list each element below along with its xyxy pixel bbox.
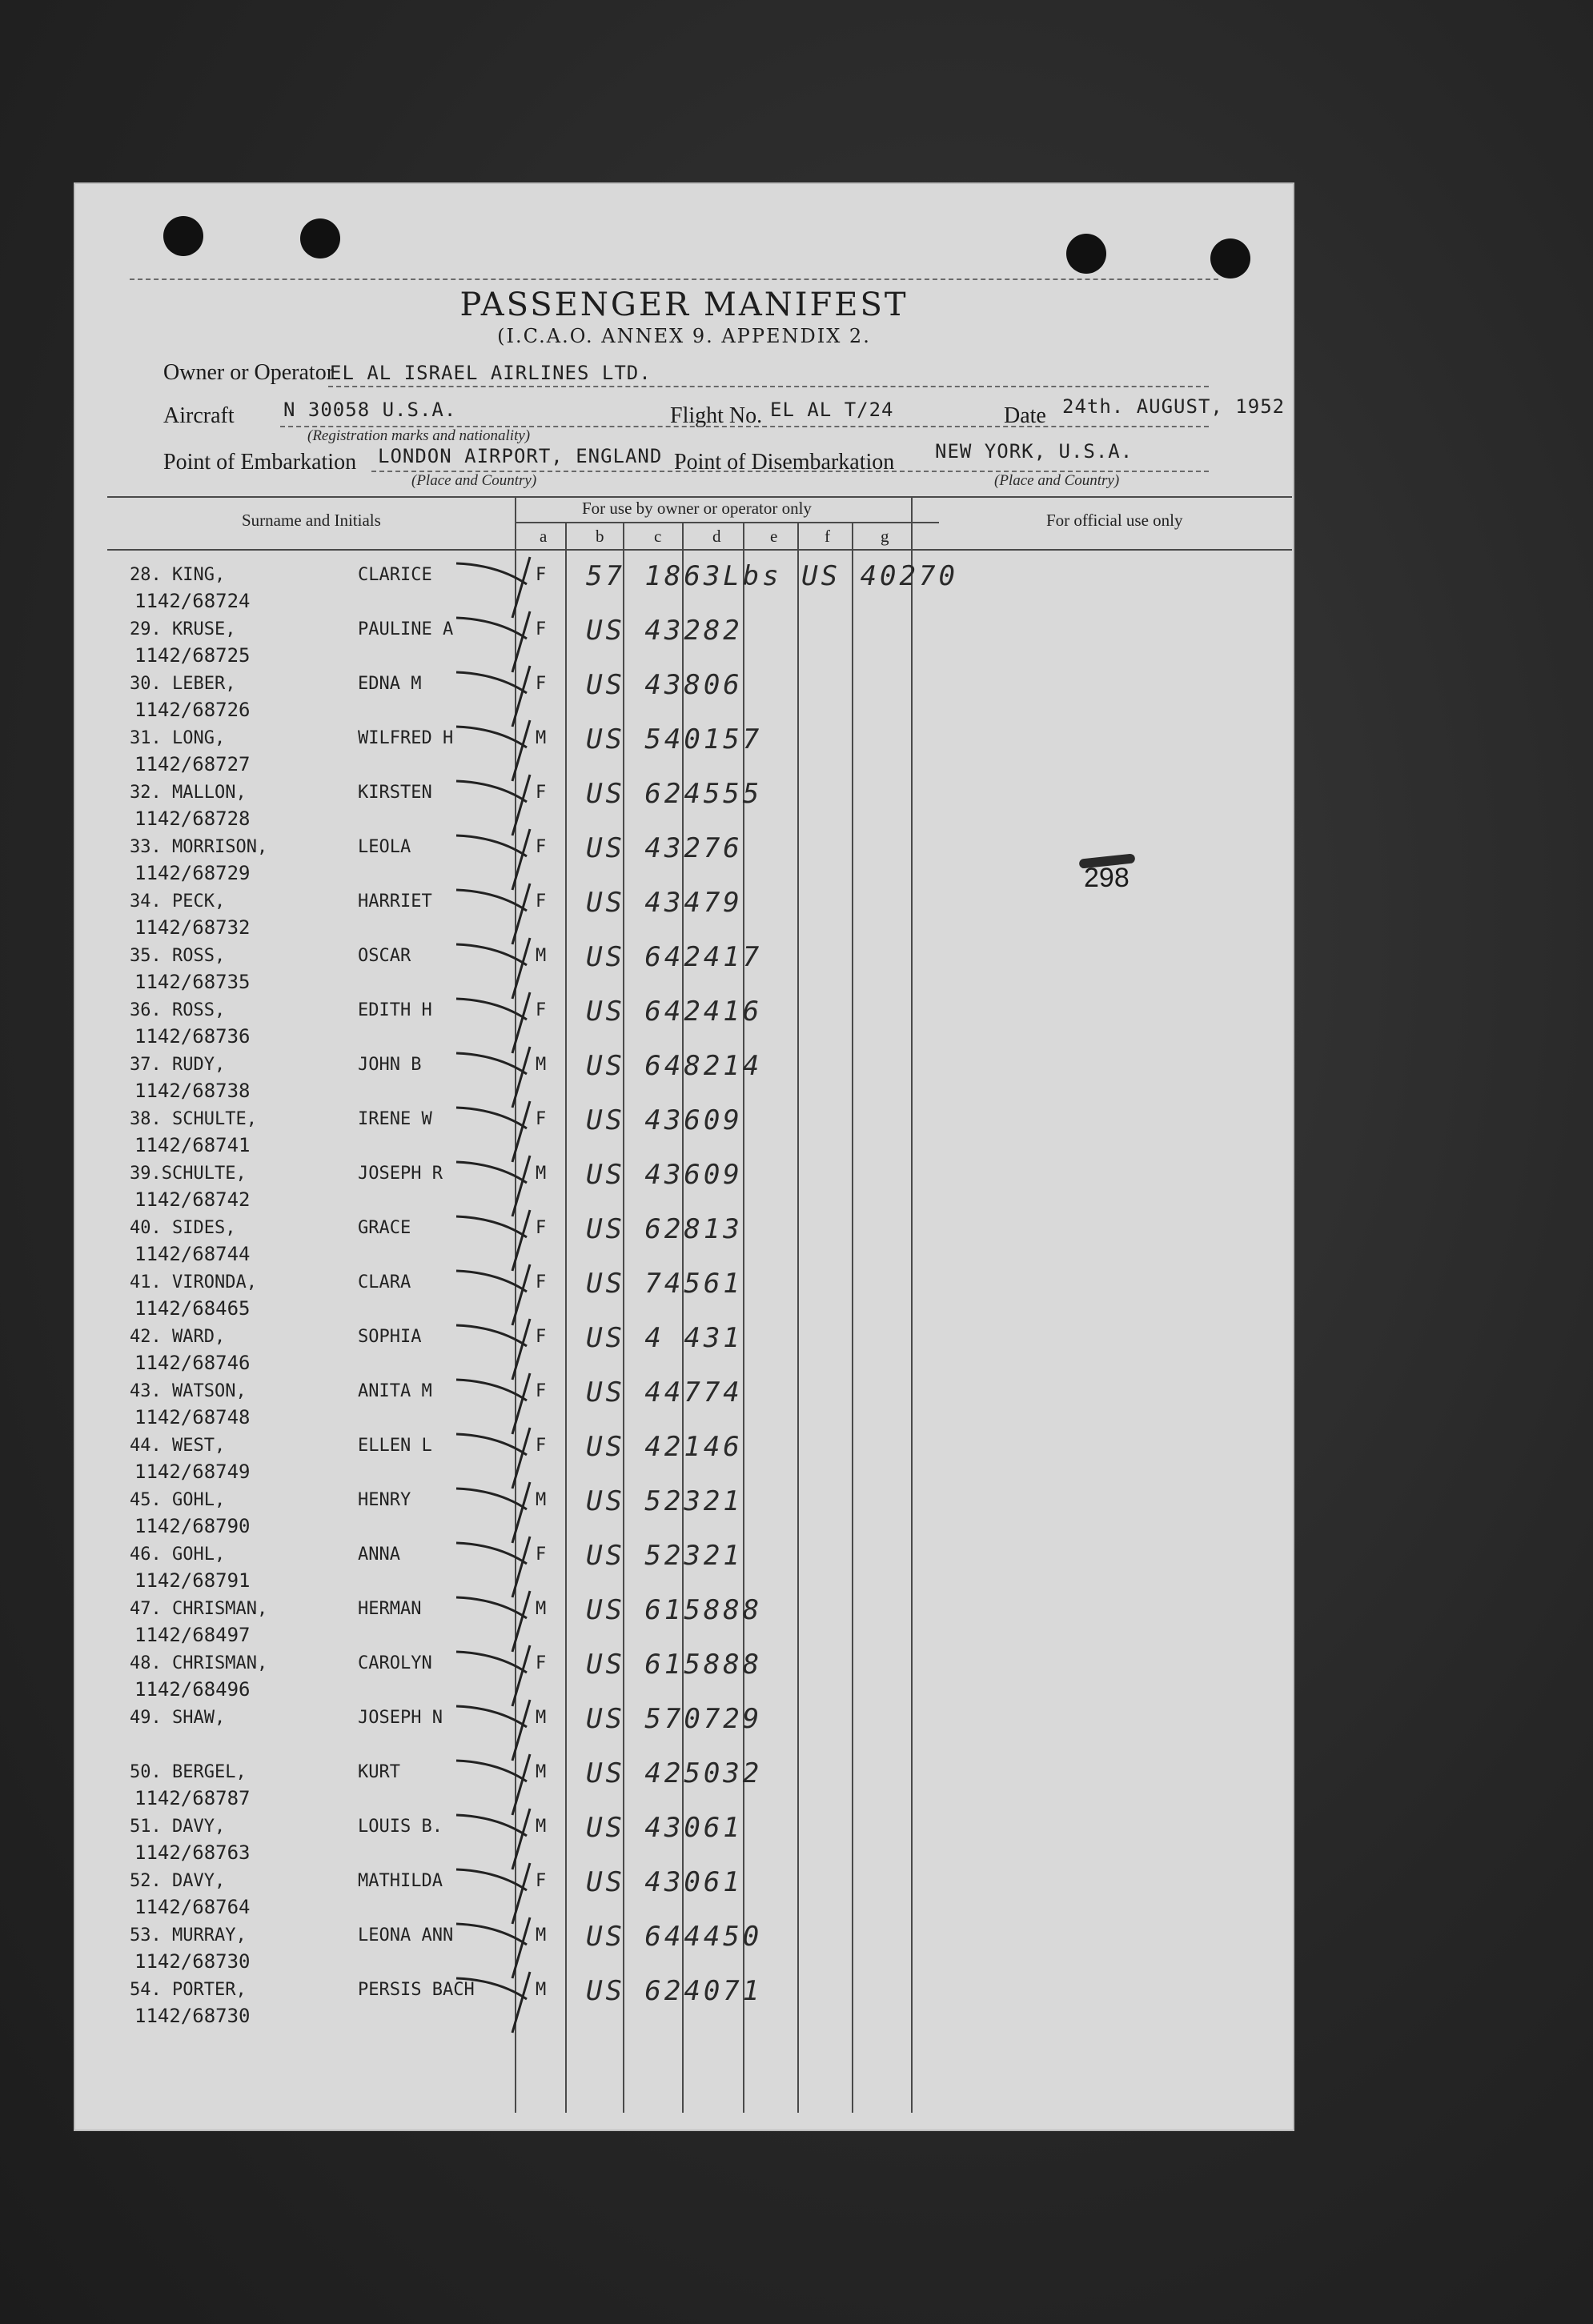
- passenger-sex: M: [536, 1490, 547, 1510]
- binder-hole-2: [300, 218, 340, 258]
- passenger-surname: 52. DAVY,: [130, 1871, 226, 1891]
- table-row: [74, 778, 1294, 837]
- embarkation-label: Point of Embarkation: [163, 450, 357, 475]
- col-g-header: g: [881, 527, 889, 546]
- table-row: [74, 1322, 1294, 1381]
- passenger-given-name: SOPHIA: [358, 1327, 422, 1347]
- table-row: [74, 1104, 1294, 1164]
- passenger-reference: 1142/68790: [134, 1515, 251, 1537]
- passenger-given-name: MATHILDA: [358, 1871, 443, 1891]
- passenger-surname: 45. GOHL,: [130, 1490, 226, 1510]
- passenger-reference: 1142/68742: [134, 1188, 251, 1211]
- manifest-page: [74, 182, 1294, 2131]
- passenger-surname: 29. KRUSE,: [130, 619, 236, 639]
- date-label: Date: [1004, 403, 1046, 428]
- table-row: [74, 1703, 1294, 1762]
- table-row: [74, 1921, 1294, 1980]
- passenger-sex: F: [536, 619, 547, 639]
- passenger-surname: 50. BERGEL,: [130, 1762, 247, 1782]
- passenger-given-name: OSCAR: [358, 946, 411, 966]
- passenger-reference: 1142/68496: [134, 1678, 251, 1701]
- passenger-surname: 31. LONG,: [130, 728, 226, 748]
- passenger-reference: 1142/68730: [134, 2005, 251, 2027]
- passenger-sex: M: [536, 1599, 547, 1619]
- passenger-sex: F: [536, 783, 547, 803]
- passenger-sex: M: [536, 1762, 547, 1782]
- handwritten-entry: US 648214: [586, 1050, 763, 1082]
- handwritten-entry: US 43609: [586, 1159, 743, 1191]
- table-row: [74, 1213, 1294, 1272]
- passenger-surname: 32. MALLON,: [130, 783, 247, 803]
- handwritten-entry: 57 1863Lbs US 40270: [586, 560, 958, 592]
- col-d-header: d: [712, 527, 721, 546]
- date-value: 24th. AUGUST, 1952: [1062, 395, 1286, 418]
- passenger-surname: 48. CHRISMAN,: [130, 1653, 268, 1673]
- passenger-sex: M: [536, 1980, 547, 2000]
- passenger-sex: F: [536, 1545, 547, 1565]
- passenger-surname: 36. ROSS,: [130, 1000, 226, 1020]
- passenger-sex: F: [536, 892, 547, 912]
- handwritten-entry: US 642416: [586, 996, 763, 1028]
- handwritten-entry: US 624555: [586, 778, 763, 810]
- passenger-sex: M: [536, 1055, 547, 1075]
- table-row: [74, 1050, 1294, 1109]
- flight-value: EL AL T/24: [770, 399, 894, 421]
- passenger-surname: 41. VIRONDA,: [130, 1272, 257, 1292]
- passenger-given-name: IRENE W: [358, 1109, 432, 1129]
- passenger-reference: 1142/68726: [134, 699, 251, 721]
- passenger-given-name: LOUIS B.: [358, 1817, 443, 1837]
- handwritten-entry: US 43276: [586, 832, 743, 864]
- passenger-sex: F: [536, 1436, 547, 1456]
- binder-hole-4: [1210, 238, 1250, 278]
- owner-use-header: For use by owner or operator only: [582, 499, 812, 518]
- handwritten-entry: US 615888: [586, 1594, 763, 1626]
- passenger-surname: 44. WEST,: [130, 1436, 226, 1456]
- passenger-reference: 1142/68728: [134, 807, 251, 830]
- passenger-reference: 1142/68749: [134, 1461, 251, 1483]
- passenger-sex: M: [536, 1817, 547, 1837]
- passenger-given-name: ANITA M: [358, 1381, 432, 1401]
- passenger-surname: 40. SIDES,: [130, 1218, 236, 1238]
- handwritten-entry: US 43609: [586, 1104, 743, 1136]
- passenger-given-name: CLARICE: [358, 565, 432, 585]
- col-c-header: c: [654, 527, 662, 546]
- passenger-surname: 42. WARD,: [130, 1327, 226, 1347]
- table-row: [74, 615, 1294, 674]
- passenger-reference: 1142/68787: [134, 1787, 251, 1809]
- table-row: [74, 1268, 1294, 1327]
- passenger-given-name: JOSEPH R: [358, 1164, 443, 1184]
- owner-label: Owner or Operator: [163, 360, 335, 385]
- handwritten-entry: US 43479: [586, 887, 743, 919]
- passenger-reference: 1142/68791: [134, 1569, 251, 1592]
- passenger-given-name: HERMAN: [358, 1599, 422, 1619]
- col-b-header: b: [596, 527, 604, 546]
- binder-hole-1: [163, 216, 203, 256]
- passenger-surname: 54. PORTER,: [130, 1980, 247, 2000]
- passenger-reference: 1142/68465: [134, 1297, 251, 1320]
- table-row: [74, 1594, 1294, 1653]
- handwritten-entry: US 52321: [586, 1540, 743, 1572]
- passenger-surname: 37. RUDY,: [130, 1055, 226, 1075]
- passenger-reference: 1142/68725: [134, 644, 251, 667]
- handwritten-entry: US 43282: [586, 615, 743, 647]
- passenger-surname: 39.SCHULTE,: [130, 1164, 247, 1184]
- passenger-reference: 1142/68741: [134, 1134, 251, 1156]
- passenger-given-name: WILFRED H: [358, 728, 454, 748]
- owner-rule: [328, 386, 1209, 387]
- handwritten-entry: US 43061: [586, 1812, 743, 1844]
- passenger-given-name: KIRSTEN: [358, 783, 432, 803]
- passenger-given-name: LEONA ANN: [358, 1925, 454, 1945]
- passenger-sex: F: [536, 1272, 547, 1292]
- passenger-surname: 35. ROSS,: [130, 946, 226, 966]
- passenger-sex: M: [536, 728, 547, 748]
- passenger-surname: 46. GOHL,: [130, 1545, 226, 1565]
- embarkation-value: LONDON AIRPORT, ENGLAND: [378, 445, 663, 467]
- passenger-surname: 30. LEBER,: [130, 674, 236, 694]
- passenger-reference: 1142/68744: [134, 1243, 251, 1265]
- table-top-border: [107, 496, 1292, 498]
- manifest-title: PASSENGER MANIFEST: [459, 286, 909, 323]
- passenger-reference: 1142/68497: [134, 1624, 251, 1646]
- table-row: [74, 1757, 1294, 1817]
- passenger-given-name: PAULINE A: [358, 619, 454, 639]
- passenger-given-name: GRACE: [358, 1218, 411, 1238]
- passenger-reference: 1142/68735: [134, 971, 251, 993]
- passenger-given-name: CAROLYN: [358, 1653, 432, 1673]
- table-row: [74, 723, 1294, 783]
- handwritten-entry: US 74561: [586, 1268, 743, 1300]
- passenger-reference: 1142/68729: [134, 862, 251, 884]
- official-number: 298: [1084, 863, 1130, 893]
- passenger-sex: F: [536, 1000, 547, 1020]
- handwritten-entry: US 540157: [586, 723, 763, 755]
- handwritten-entry: US 44774: [586, 1376, 743, 1408]
- passenger-sex: F: [536, 1327, 547, 1347]
- table-row: [74, 560, 1294, 619]
- subheader-border: [515, 522, 939, 523]
- handwritten-entry: US 43061: [586, 1866, 743, 1898]
- passenger-given-name: JOSEPH N: [358, 1708, 443, 1728]
- passenger-sex: M: [536, 1708, 547, 1728]
- handwritten-entry: US 642417: [586, 941, 763, 973]
- table-row: [74, 1540, 1294, 1599]
- owner-value: EL AL ISRAEL AIRLINES LTD.: [330, 362, 652, 384]
- passenger-surname: 38. SCHULTE,: [130, 1109, 257, 1129]
- passenger-surname: 47. CHRISMAN,: [130, 1599, 268, 1619]
- passenger-sex: F: [536, 565, 547, 585]
- passenger-given-name: HENRY: [358, 1490, 411, 1510]
- passenger-sex: M: [536, 1925, 547, 1945]
- table-row: [74, 887, 1294, 946]
- passenger-reference: 1142/68736: [134, 1025, 251, 1048]
- aircraft-rule: [280, 426, 1209, 427]
- passenger-sex: F: [536, 1381, 547, 1401]
- table-header-border: [107, 549, 1292, 551]
- passenger-sex: F: [536, 674, 547, 694]
- table-row: [74, 941, 1294, 1000]
- passenger-surname: 43. WATSON,: [130, 1381, 247, 1401]
- passenger-sex: M: [536, 1164, 547, 1184]
- table-row: [74, 1812, 1294, 1871]
- passenger-given-name: KURT: [358, 1762, 400, 1782]
- passenger-surname: 51. DAVY,: [130, 1817, 226, 1837]
- handwritten-entry: US 624071: [586, 1975, 763, 2007]
- passenger-sex: F: [536, 1871, 547, 1891]
- top-rule: [130, 278, 1218, 280]
- passenger-given-name: EDITH H: [358, 1000, 432, 1020]
- passenger-reference: 1142/68727: [134, 753, 251, 775]
- table-row: [74, 996, 1294, 1055]
- handwritten-entry: US 615888: [586, 1649, 763, 1681]
- disembark-place-note: (Place and Country): [994, 472, 1120, 489]
- table-row: [74, 1649, 1294, 1708]
- passenger-surname: 28. KING,: [130, 565, 226, 585]
- col-e-header: e: [770, 527, 778, 546]
- passenger-reference: 1142/68764: [134, 1896, 251, 1918]
- handwritten-entry: US 42146: [586, 1431, 743, 1463]
- passenger-reference: 1142/68732: [134, 916, 251, 939]
- embark-place-note: (Place and Country): [411, 472, 537, 489]
- passenger-given-name: LEOLA: [358, 837, 411, 857]
- table-row: [74, 1376, 1294, 1436]
- passenger-sex: M: [536, 946, 547, 966]
- surname-header: Surname and Initials: [242, 511, 381, 530]
- registration-note: (Registration marks and nationality): [307, 427, 531, 444]
- passenger-surname: 49. SHAW,: [130, 1708, 226, 1728]
- handwritten-entry: US 52321: [586, 1485, 743, 1517]
- flight-label: Flight No.: [670, 403, 763, 428]
- disembarkation-label: Point of Disembarkation: [674, 450, 895, 475]
- passenger-surname: 33. MORRISON,: [130, 837, 268, 857]
- official-use-header: For official use only: [1046, 511, 1183, 530]
- passenger-surname: 34. PECK,: [130, 892, 226, 912]
- passenger-given-name: ANNA: [358, 1545, 400, 1565]
- col-f-header: f: [825, 527, 830, 546]
- passenger-reference: 1142/68730: [134, 1950, 251, 1973]
- table-row: [74, 669, 1294, 728]
- passenger-sex: F: [536, 1653, 547, 1673]
- table-row: [74, 1866, 1294, 1925]
- passenger-sex: F: [536, 1218, 547, 1238]
- aircraft-label: Aircraft: [163, 403, 235, 428]
- passenger-reference: 1142/68738: [134, 1080, 251, 1102]
- passenger-sex: F: [536, 837, 547, 857]
- passenger-given-name: ELLEN L: [358, 1436, 432, 1456]
- passenger-reference: 1142/68748: [134, 1406, 251, 1428]
- passenger-given-name: HARRIET: [358, 892, 432, 912]
- passenger-given-name: PERSIS BACH: [358, 1980, 475, 2000]
- handwritten-entry: US 4 431: [586, 1322, 743, 1354]
- binder-hole-3: [1066, 234, 1106, 274]
- table-row: [74, 1431, 1294, 1490]
- checkmark-icon: [450, 1964, 538, 2036]
- handwritten-entry: US 43806: [586, 669, 743, 701]
- table-row: [74, 1975, 1294, 2034]
- passenger-given-name: CLARA: [358, 1272, 411, 1292]
- handwritten-entry: US 425032: [586, 1757, 763, 1789]
- passenger-reference: 1142/68763: [134, 1841, 251, 1864]
- passenger-reference: 1142/68724: [134, 590, 251, 612]
- passenger-sex: F: [536, 1109, 547, 1129]
- manifest-subtitle: (I.C.A.O. ANNEX 9. APPENDIX 2.: [497, 325, 871, 347]
- passenger-reference: 1142/68746: [134, 1352, 251, 1374]
- handwritten-entry: US 570729: [586, 1703, 763, 1735]
- passenger-given-name: JOHN B: [358, 1055, 422, 1075]
- aircraft-value: N 30058 U.S.A.: [283, 399, 457, 421]
- passenger-given-name: EDNA M: [358, 674, 422, 694]
- col-a-header: a: [540, 527, 548, 546]
- handwritten-entry: US 62813: [586, 1213, 743, 1245]
- embark-rule: [371, 471, 1209, 472]
- disembarkation-value: NEW YORK, U.S.A.: [935, 440, 1134, 463]
- table-row: [74, 1159, 1294, 1218]
- passenger-surname: 53. MURRAY,: [130, 1925, 247, 1945]
- table-row: [74, 1485, 1294, 1545]
- handwritten-entry: US 644450: [586, 1921, 763, 1953]
